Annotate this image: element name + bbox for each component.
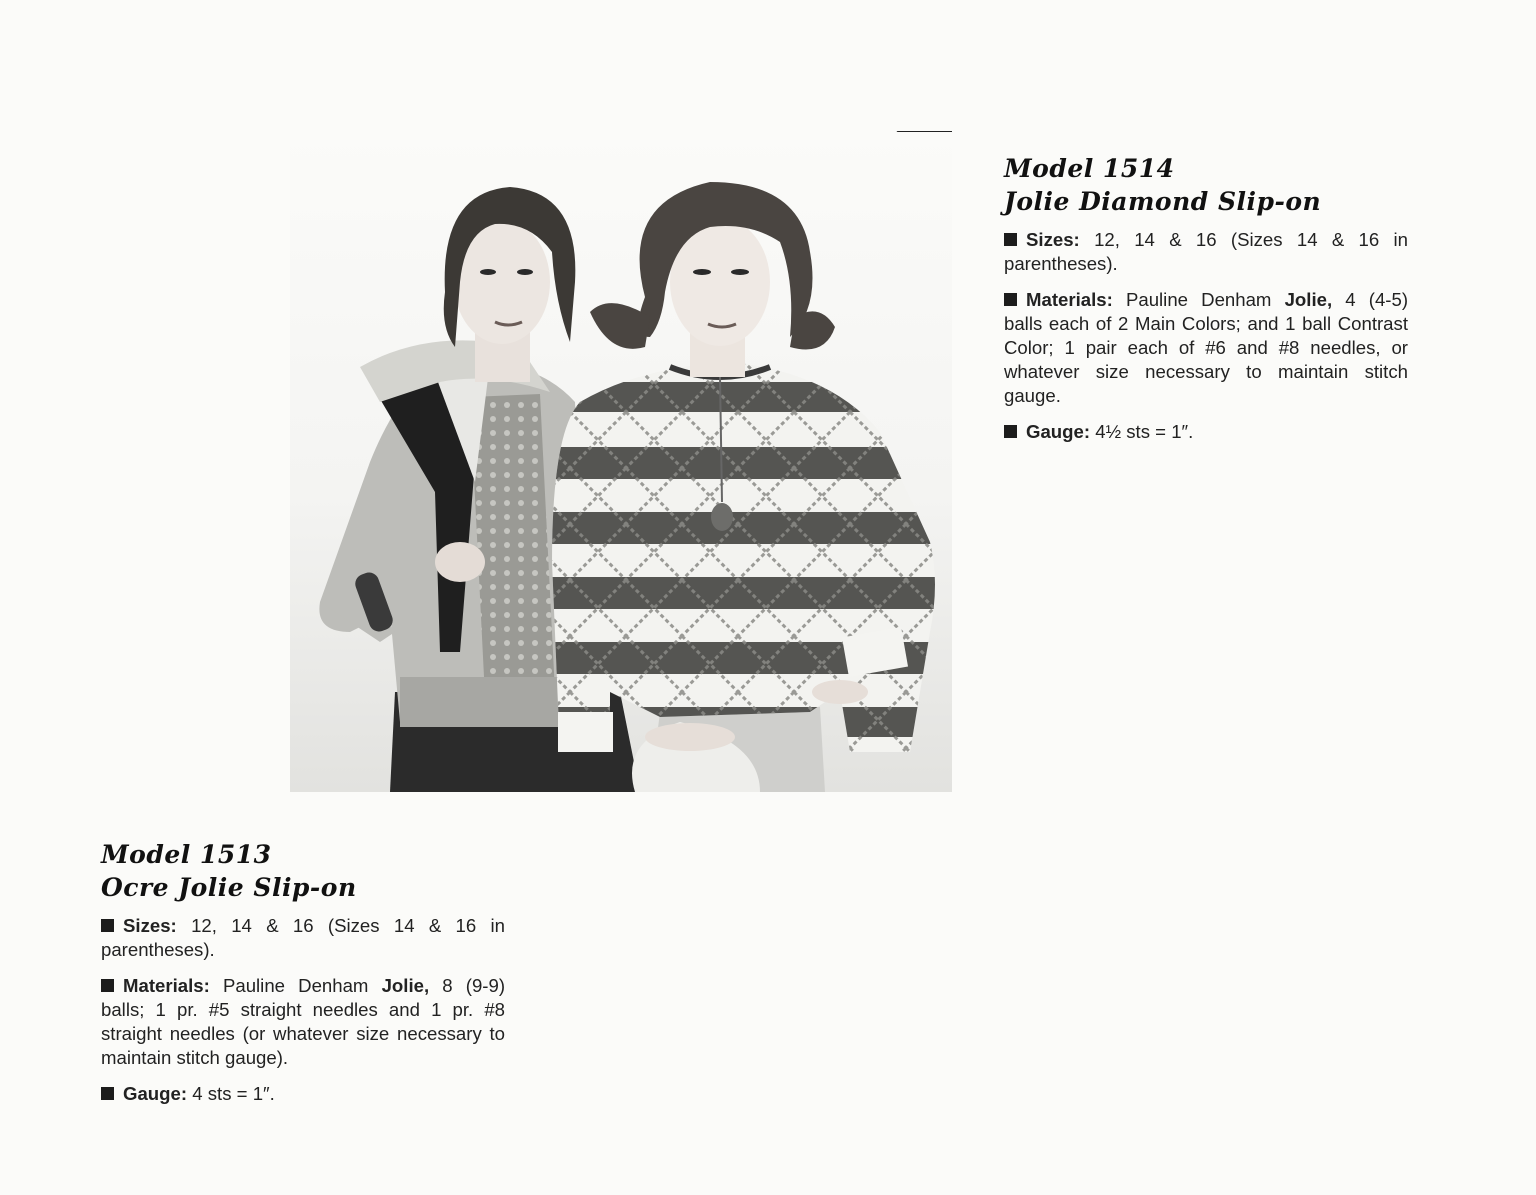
materials-pre: Pauline Denham bbox=[1125, 289, 1272, 310]
materials-post: 4 (4-5) balls each of 2 Main Colors; and 1 ball Contrast Color; 1 pair each of #6 and #8 needles, or whatever size necessary to maintain stitch gauge. bbox=[1004, 289, 1409, 406]
sizes-label: Sizes: bbox=[1026, 229, 1080, 250]
bullet-icon bbox=[101, 979, 114, 992]
sizes-text: 12, 14 & 16 (Sizes 14 & 16 in parentheses). bbox=[1004, 229, 1408, 274]
materials-post: 8 (9-9) balls; 1 pr. #5 straight needles and 1 pr. #8 straight needles (or whatever size necessary to maintain stitch gauge). bbox=[101, 975, 506, 1068]
model-1513-name: Ocre Jolie Slip-on bbox=[101, 873, 357, 902]
model-1514-materials bbox=[1004, 288, 1408, 408]
model-1514-name: Jolie Diamond Slip-on bbox=[1004, 187, 1322, 216]
model-1514-gauge bbox=[1004, 420, 1408, 444]
bullet-icon bbox=[1004, 293, 1017, 306]
model-1513-materials bbox=[101, 974, 505, 1070]
bullet-icon bbox=[1004, 233, 1017, 246]
sizes-label: Sizes: bbox=[123, 915, 177, 936]
model-photo-illustration bbox=[290, 132, 952, 792]
model-1514-block bbox=[1004, 152, 1408, 456]
materials-label: Materials: bbox=[123, 975, 210, 996]
bullet-icon bbox=[101, 919, 114, 932]
gauge-label: Gauge: bbox=[123, 1083, 188, 1104]
model-1513-sizes bbox=[101, 914, 505, 962]
gauge-text: 4 sts = 1″. bbox=[192, 1083, 275, 1104]
model-photo bbox=[290, 132, 952, 792]
materials-label: Materials: bbox=[1026, 289, 1113, 310]
materials-pre: Pauline Denham bbox=[222, 975, 369, 996]
gauge-label: Gauge: bbox=[1026, 421, 1091, 442]
materials-brand: Jolie, bbox=[381, 975, 430, 996]
sizes-text: 12, 14 & 16 (Sizes 14 & 16 in parentheses). bbox=[101, 915, 505, 960]
model-1513-gauge bbox=[101, 1082, 505, 1106]
gauge-text: 4½ sts = 1″. bbox=[1095, 421, 1194, 442]
model-1513-block bbox=[101, 838, 505, 1118]
materials-brand: Jolie, bbox=[1284, 289, 1333, 310]
model-1514-sizes bbox=[1004, 228, 1408, 276]
bullet-icon bbox=[1004, 425, 1017, 438]
bullet-icon bbox=[101, 1087, 114, 1100]
model-1514-title: Model 1514 bbox=[1004, 154, 1175, 183]
model-1513-title: Model 1513 bbox=[101, 840, 272, 869]
